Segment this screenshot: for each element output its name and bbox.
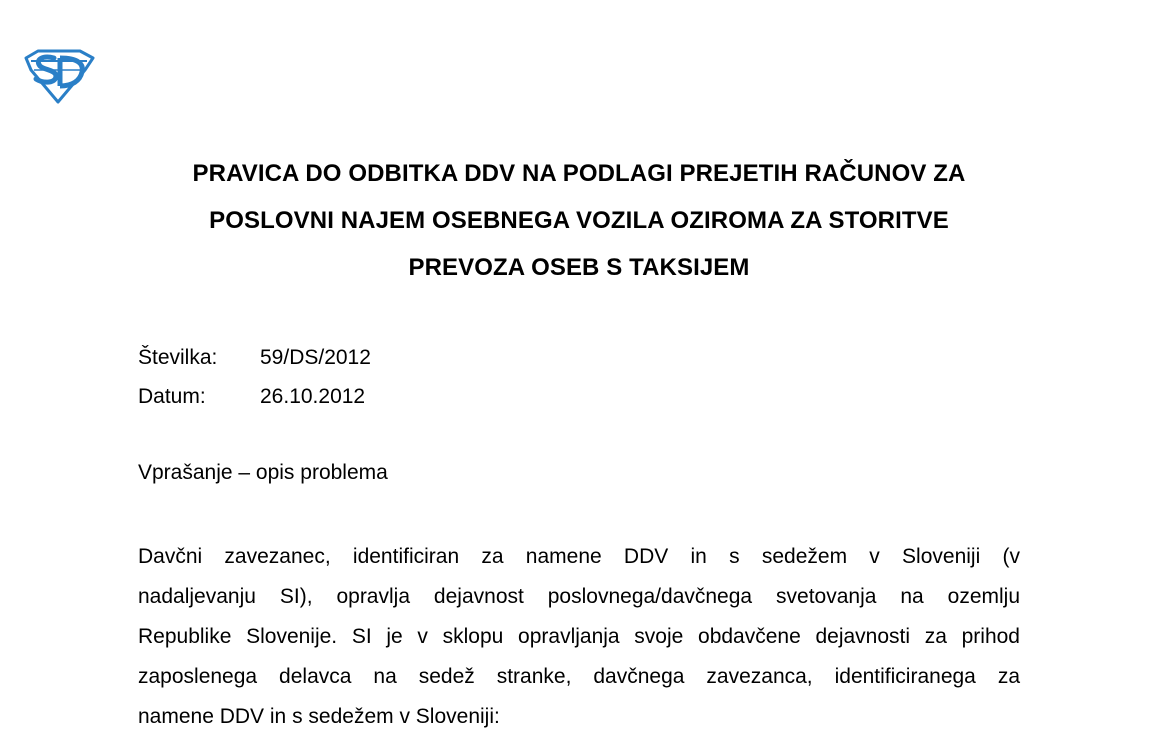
number-value: 59/DS/2012 [260,346,371,369]
number-label: Številka: [138,346,218,369]
body-paragraph [138,537,1020,737]
paragraph-line-2: nadaljevanju SI), opravlja dejavnost poslovnega/davčnega svetovanja na ozemlju [138,585,1020,608]
paragraph-line-5: namene DDV in s sedežem v Sloveniji: [138,705,500,728]
paragraph-line-3: Republike Slovenije. SI je v sklopu opravljanja svoje obdavčene dejavnosti za prihod [138,625,1020,648]
title-line-1: PRAVICA DO ODBITKA DDV NA PODLAGI PREJETIH RAČUNOV ZA [192,160,966,187]
sd-logo-icon [22,48,96,104]
meta-date-row [138,377,371,416]
document-title [120,150,1038,291]
sd-logo [22,48,96,104]
date-label: Datum: [138,385,206,408]
paragraph-line-4: zaposlenega delavca na sedež stranke, davčnega zavezanca, identificiranega za [138,665,1020,688]
date-value: 26.10.2012 [260,385,366,408]
paragraph-line-1: Davčni zavezanec, identificiran za namene DDV in s sedežem v Sloveniji (v [138,545,1020,568]
section-heading: Vprašanje – opis problema [138,461,388,484]
title-line-3: PREVOZA OSEB S TAKSIJEM [408,254,750,281]
title-line-2: POSLOVNI NAJEM OSEBNEGA VOZILA OZIROMA ZA STORITVE [209,207,949,234]
document-meta [138,338,371,416]
meta-number-row [138,338,371,377]
